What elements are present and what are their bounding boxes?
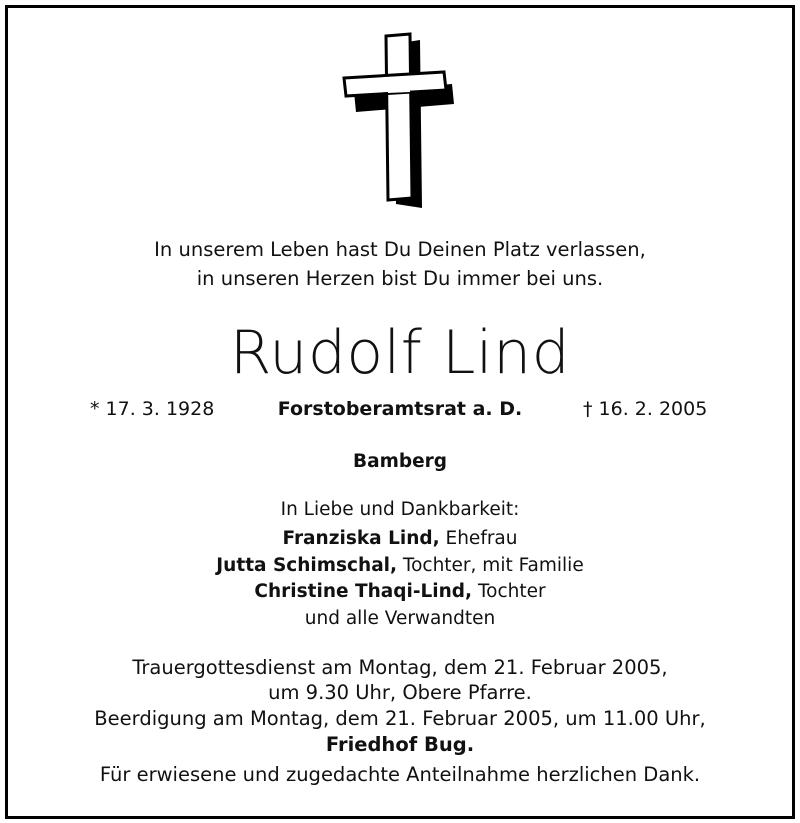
- mourner-3: [0, 581, 800, 602]
- deceased-title: Forstoberamtsrat a. D.: [277, 398, 523, 420]
- mourner-relation: Tochter, mit Familie: [397, 555, 584, 576]
- mourners-intro: In Liebe und Dankbarkeit:: [280, 499, 520, 520]
- mourner-relation: Ehefrau: [439, 528, 518, 549]
- mourner-1: [0, 528, 800, 549]
- birth-date: * 17. 3. 1928: [90, 398, 215, 420]
- cross-icon: [336, 30, 458, 210]
- service-line-3: Beerdigung am Montag, dem 21. Februar 2005, um 11.00 Uhr,: [94, 707, 706, 730]
- other-relatives: und alle Verwandten: [304, 608, 496, 629]
- death-date: † 16. 2. 2005: [583, 398, 708, 420]
- service-line-1: Trauergottesdienst am Montag, dem 21. Februar 2005,: [132, 656, 668, 679]
- mourner-name: Jutta Schimschal,: [216, 555, 398, 576]
- mourner-name: Franziska Lind,: [282, 528, 440, 549]
- motto: [0, 235, 800, 293]
- mourner-name: Christine Thaqi-Lind,: [254, 581, 473, 602]
- city: Bamberg: [352, 451, 448, 472]
- mourner-2: [0, 555, 800, 576]
- deceased-name: Rudolf Lind: [229, 318, 571, 388]
- mourner-relation: Tochter: [472, 581, 546, 602]
- thanks-line: Für erwiesene und zugedachte Anteilnahme herzlichen Dank.: [99, 763, 701, 786]
- motto-line-2: in unseren Herzen bist Du immer bei uns.: [196, 267, 604, 290]
- motto-line-1: In unserem Leben hast Du Deinen Platz verlassen,: [154, 238, 646, 261]
- service-line-4: Friedhof Bug.: [325, 733, 475, 756]
- service-line-2: um 9.30 Uhr, Obere Pfarre.: [268, 681, 532, 704]
